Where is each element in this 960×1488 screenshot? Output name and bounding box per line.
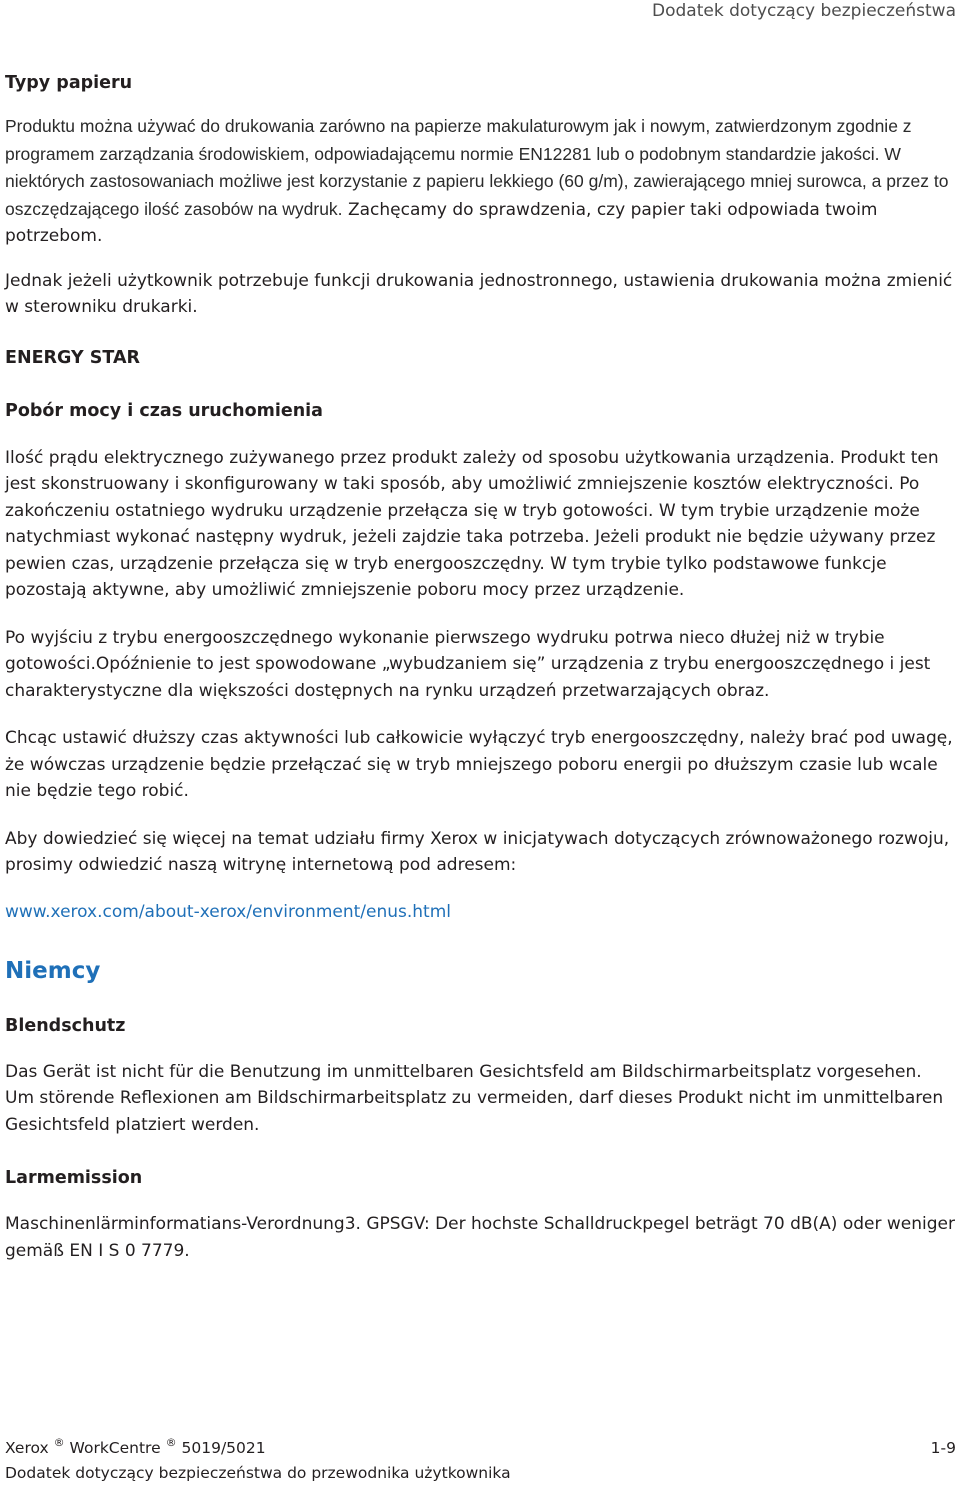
registered-mark: ® bbox=[165, 1436, 177, 1449]
paragraph-larmemission: Maschinenlärminformatians-Verordnung3. GPSGV: Der hochste Schalldruckpegel beträgt 70 dB(A) oder weniger gemäß EN I S 0 7779. bbox=[5, 1214, 955, 1261]
running-header: Dodatek dotyczący bezpieczeństwa bbox=[652, 1, 956, 21]
paragraph-typy-papieru-1 bbox=[5, 113, 955, 250]
section-title-typy-papieru: Typy papieru bbox=[5, 73, 133, 93]
section-title-larmemission: Larmemission bbox=[5, 1168, 143, 1188]
section-title-blendschutz: Blendschutz bbox=[5, 1015, 126, 1036]
page-footer bbox=[5, 1436, 956, 1486]
section-title-energy-star: ENERGY STAR bbox=[5, 347, 140, 368]
document-body bbox=[5, 70, 955, 1264]
paragraph-pobor-mocy-1: Ilość prądu elektrycznego zużywanego przez produkt zależy od sposobu użytkowania urządzenia. Produkt ten jest skonstruowany i skonfigurowany w taki sposób, aby umożliwić zmniejszenie kosztów elektryczności. Po zakończeniu ostatniego wydruku urządzenie przełącza się w tryb gotowości. W tym trybie urządzenie może natychmiast wykonać następny wydruk, jeżeli zajdzie taka potrzeba. Jeżeli produkt nie będzie używany przez pewien czas, urządzenie przełącza się w tryb energooszczędny. W tym trybie tylko podstawowe funkcje pozostają aktywne, aby umożliwić zmniejszenie poboru mocy przez urządzenie. bbox=[5, 447, 939, 600]
page-number: 1-9 bbox=[930, 1439, 956, 1457]
paragraph-pobor-mocy-3: Chcąc ustawić dłuższy czas aktywności lub całkowicie wyłączyć tryb energooszczędny, należy brać pod uwagę, że wówczas urządzenie będzie przełączać się w tryb mniejszego poboru energii po dłuższym czasie lub wcale nie będzie tego robić. bbox=[5, 728, 953, 801]
xerox-environment-link[interactable]: www.xerox.com/about-xerox/environment/enus.html bbox=[5, 901, 451, 922]
paragraph-blendschutz: Das Gerät ist nicht für die Benutzung im unmittelbaren Gesichtsfeld am Bildschirmarbeitsplatz vorgesehen. Um störende Reflexionen am Bildschirmarbeitsplatz zu vermeiden, darf dieses Produkt nicht im unmittelbaren Gesichtsfeld platziert werden. bbox=[5, 1061, 944, 1135]
footer-subtitle: Dodatek dotyczący bezpieczeństwa do przewodnika użytkownika bbox=[5, 1464, 511, 1482]
paragraph-pobor-mocy-2: Po wyjściu z trybu energooszczędnego wykonanie pierwszego wydruku potrwa nieco dłużej niż w trybie gotowości.Opóźnienie to jest spowodowane „wybudzaniem się” urządzenia z trybu energooszczędnego i jest charakterystyczne dla większości dostępnych na rynku urządzeń przetwarzających obraz. bbox=[5, 627, 931, 701]
section-title-pobor-mocy: Pobór mocy i czas uruchomienia bbox=[5, 400, 323, 421]
paragraph-pobor-mocy-4: Aby dowiedzieć się więcej na temat udziału firmy Xerox w inicjatywach dotyczących zrównoważonego rozwoju, prosimy odwiedzić naszą witrynę internetową pod adresem: bbox=[5, 828, 950, 875]
paragraph-typy-papieru-2: Jednak jeżeli użytkownik potrzebuje funkcji drukowania jednostronnego, ustawienia drukowania można zmienić w sterowniku drukarki. bbox=[5, 270, 953, 317]
section-title-niemcy: Niemcy bbox=[5, 957, 101, 984]
footer-brand: Xerox bbox=[5, 1439, 49, 1457]
paragraph-typy-papieru-1-part1: Produktu można używać do drukowania zarówno na papierze makulaturowym jak i nowym, zatwierdzonym zgodnie z programem zarządzania środowiskiem, odpowiadającemu normie EN12281 lub o podobnym standardzie jakości. W niektórych zastosowaniach możliwe jest korzystanie z papieru lekkiego (60 g/m), zawierającego mniej surowca, a przez to oszczędzającego ilość zasobów na wydruk. bbox=[5, 116, 949, 219]
footer-product: WorkCentre bbox=[69, 1439, 161, 1457]
footer-product-line bbox=[5, 1436, 956, 1460]
footer-model: 5019/5021 bbox=[181, 1439, 266, 1457]
registered-mark: ® bbox=[53, 1436, 65, 1449]
paragraph-typy-papieru-1-part2: Zachęcamy do sprawdzenia, czy papier taki odpowiada twoim potrzebom. bbox=[5, 199, 878, 246]
